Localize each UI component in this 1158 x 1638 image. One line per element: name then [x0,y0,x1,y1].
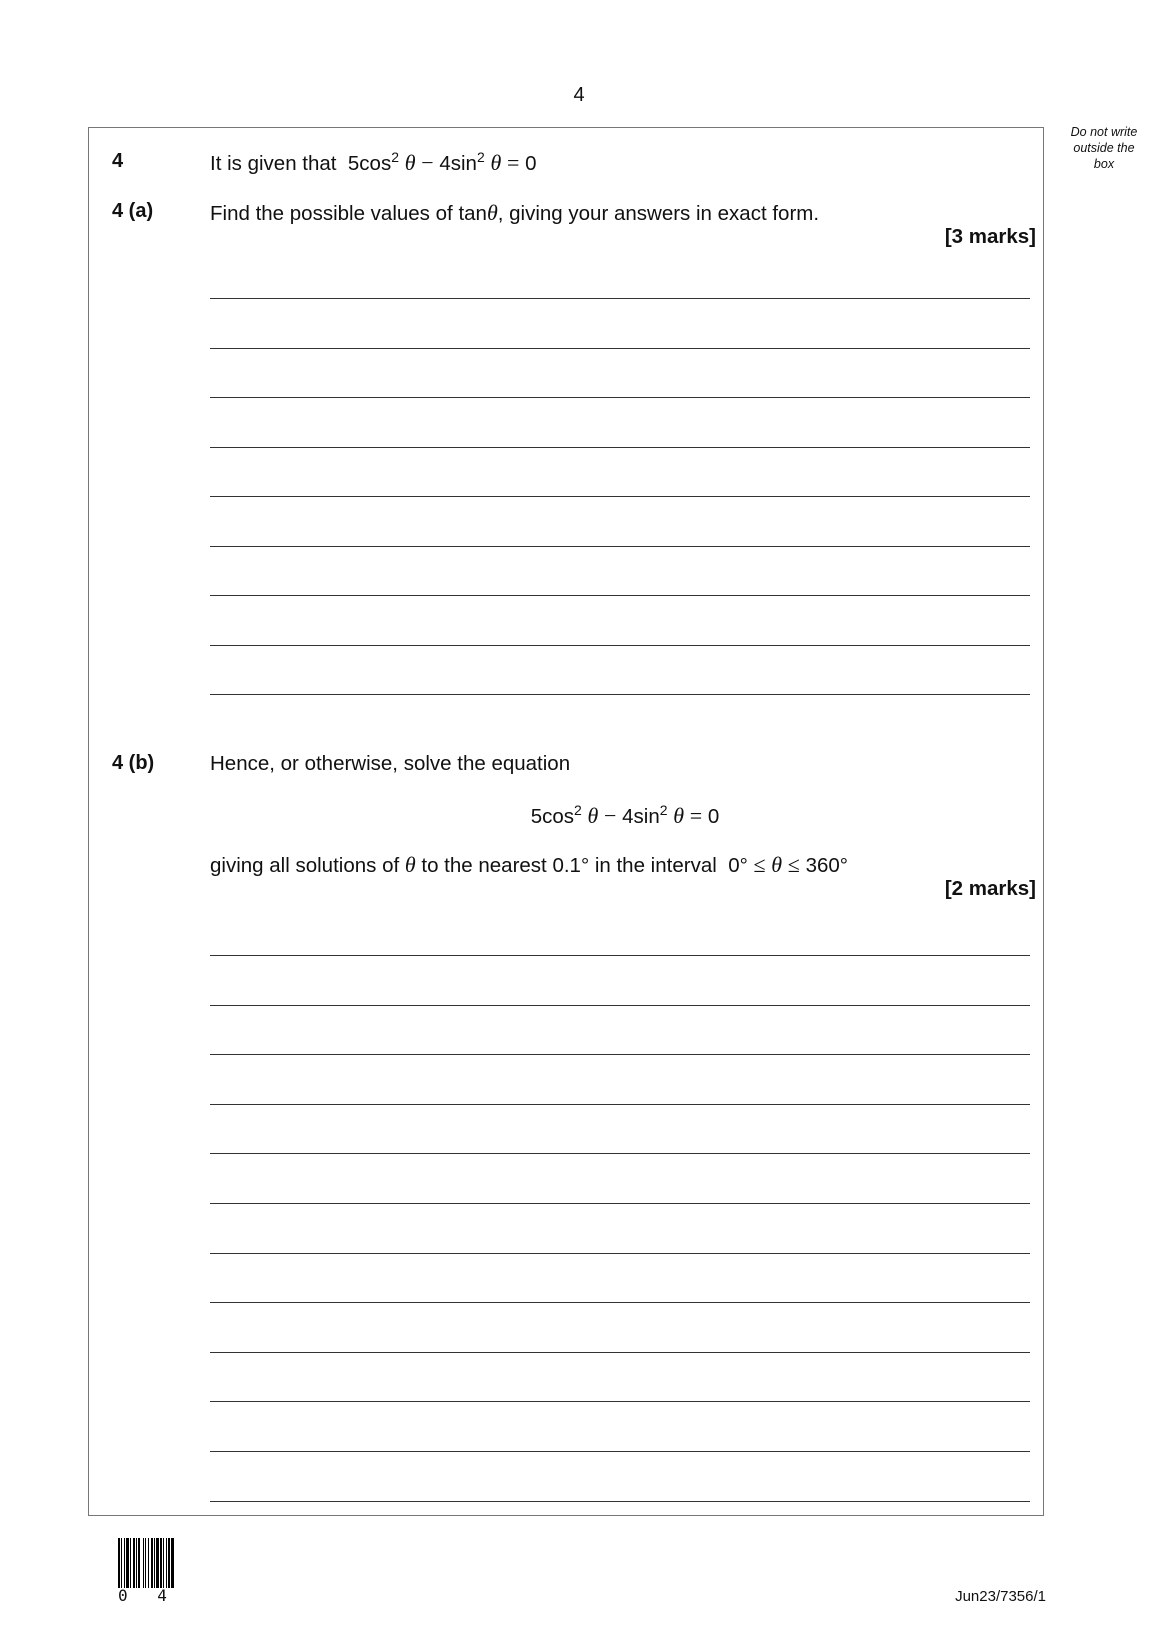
sin-func: sin [633,804,660,828]
barcode-bar [136,1538,137,1588]
barcode-bar [143,1538,144,1588]
answer-line[interactable] [210,1352,1030,1353]
theta-symbol: θ [486,200,498,225]
barcode-bar [138,1538,140,1588]
exponent: 2 [476,149,485,165]
part-b-label: 4 (b) [112,752,155,774]
exponent: 2 [391,149,399,165]
answer-line[interactable] [210,1302,1030,1303]
answer-line[interactable] [210,1005,1030,1006]
barcode [118,1538,188,1588]
theta-symbol: θ [771,852,783,877]
answer-line[interactable] [210,1401,1030,1402]
answer-line[interactable] [210,348,1030,349]
part-a-suffix: , giving your answers in exact form. [497,202,820,225]
answer-line[interactable] [210,645,1030,646]
barcode-bar [145,1538,146,1588]
part-a-text [210,200,819,226]
margin-note-line: Do not write [1070,125,1138,139]
part-a-prefix: Find the possible values of [210,202,453,225]
exponent: 2 [574,802,582,818]
answer-line[interactable] [210,1451,1030,1452]
answer-line[interactable] [210,546,1030,547]
cos-func: cos [542,804,574,828]
answer-line[interactable] [210,1104,1030,1105]
barcode-bar [130,1538,131,1588]
part-a-marks: [3 marks] [944,225,1036,248]
exponent: 2 [659,802,668,818]
answer-line[interactable] [210,694,1030,695]
barcode-bar [156,1538,159,1588]
leq-sign: ≤ [753,852,766,877]
answer-line[interactable] [210,447,1030,448]
margin-note-line: outside the [1073,141,1135,155]
answer-line[interactable] [210,1253,1030,1254]
coef-a: 5 [347,151,360,175]
interval-low: 0° [728,854,748,877]
barcode-bar [148,1538,149,1588]
tan-func: tan [458,202,487,225]
coef-a: 5 [530,804,543,828]
stem-prefix: It is given that [210,151,337,175]
rhs-value: 0 [707,804,720,828]
question-number: 4 [112,150,124,172]
question-stem [210,149,537,176]
giving-prefix: giving all solutions of [210,854,400,877]
answer-line[interactable] [210,955,1030,956]
part-b-equation [210,802,1040,829]
barcode-bar [151,1538,153,1588]
sin-func: sin [450,151,477,175]
barcode-bar [163,1538,164,1588]
barcode-bar [118,1538,120,1588]
leq-sign: ≤ [787,852,800,877]
margin-note [1054,124,1154,172]
page-number: 4 [573,84,585,106]
theta-symbol: θ [490,149,502,175]
barcode-bar [121,1538,122,1588]
equals-sign: = [689,802,703,828]
barcode-bar [154,1538,155,1588]
interval-high: 360° [805,854,848,877]
theta-symbol: θ [673,802,685,828]
part-b-marks: [2 marks] [944,877,1036,900]
part-b-giving [210,852,848,878]
equals-sign: = [506,149,520,175]
answer-line[interactable] [210,1153,1030,1154]
paper-code: Jun23/7356/1 [955,1588,1046,1605]
answer-line[interactable] [210,595,1030,596]
margin-note-line: box [1093,157,1115,171]
coef-b: 4 [622,804,634,828]
cos-func: cos [359,151,392,175]
answer-line[interactable] [210,397,1030,398]
answer-line[interactable] [210,496,1030,497]
coef-b: 4 [439,151,451,175]
barcode-bar [166,1538,167,1588]
minus-sign: − [604,802,617,828]
barcode-bar [126,1538,129,1588]
barcode-bar [171,1538,174,1588]
barcode-bar [133,1538,135,1588]
barcode-bar [124,1538,125,1588]
barcode-bar [168,1538,170,1588]
answer-line[interactable] [210,1054,1030,1055]
minus-sign: − [421,149,434,175]
part-b-instruction: Hence, or otherwise, solve the equation [210,752,571,775]
part-a-label: 4 (a) [112,200,154,222]
theta-symbol: θ [587,802,599,828]
answer-line[interactable] [210,1203,1030,1204]
answer-line[interactable] [210,298,1030,299]
barcode-number: 0 4 [118,1586,177,1605]
giving-middle: to the nearest 0.1° in the interval [421,854,717,877]
answer-line[interactable] [210,1501,1030,1502]
rhs-value: 0 [525,151,537,175]
barcode-bar [160,1538,162,1588]
theta-symbol: θ [404,149,416,175]
theta-symbol: θ [404,852,416,877]
